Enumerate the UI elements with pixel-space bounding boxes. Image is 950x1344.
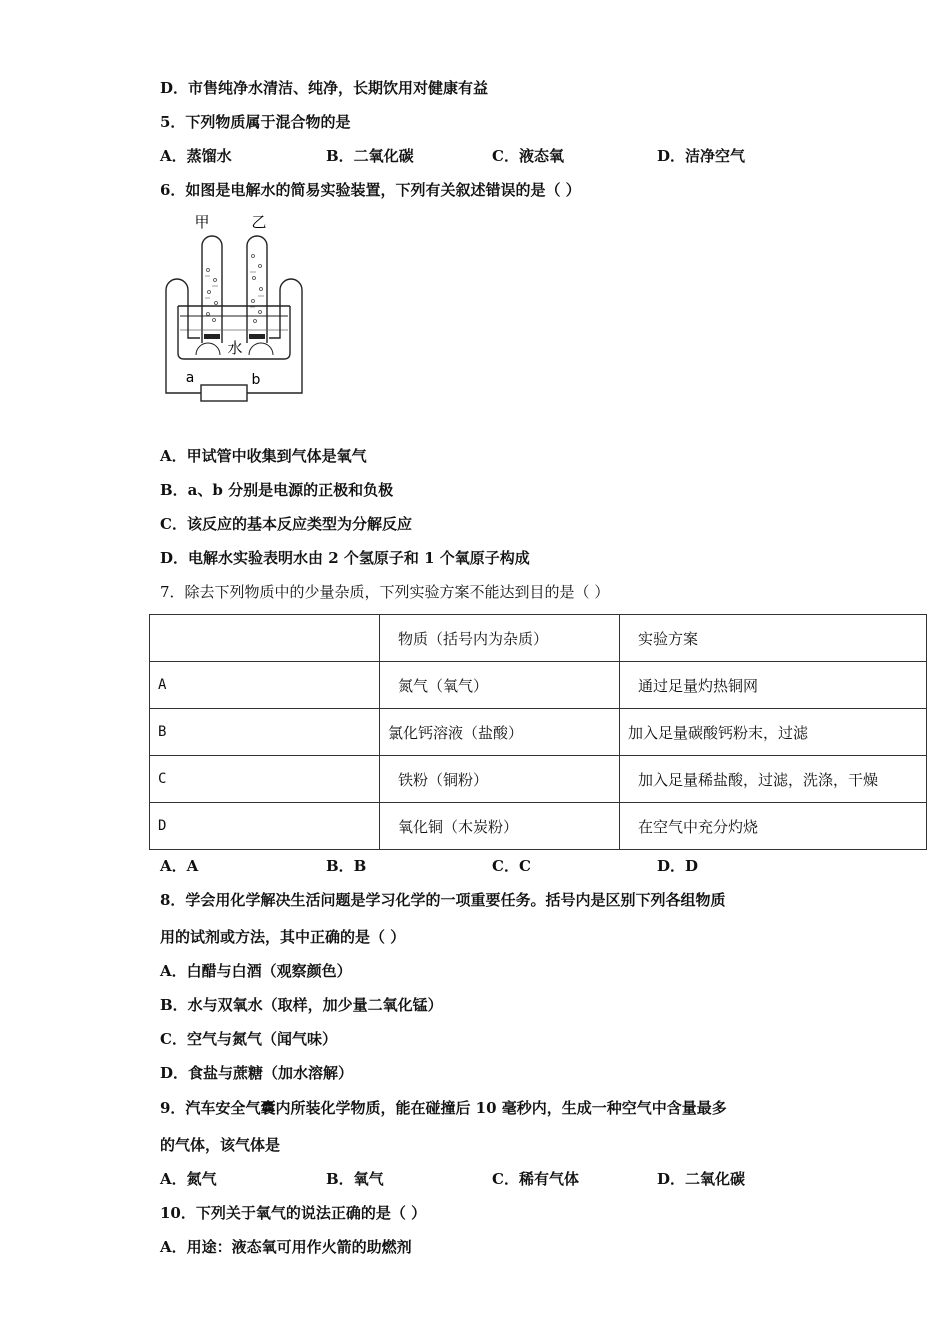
- q8-option-c[interactable]: C．空气与氮气（闻气味）: [160, 1030, 337, 1048]
- table-header-row: [150, 615, 927, 662]
- table-row: [150, 803, 927, 850]
- wire-left: [166, 279, 201, 393]
- question-9-line-2: 的气体，该气体是: [160, 1136, 281, 1154]
- q7-option-d[interactable]: D．D: [657, 857, 699, 875]
- table-cell-method: 加入足量稀盐酸，过滤，洗涤，干燥: [620, 756, 927, 803]
- question-5: 5．下列物质属于混合物的是: [160, 113, 351, 131]
- table-row: [150, 709, 927, 756]
- q7-option-b[interactable]: B．B: [326, 857, 367, 875]
- table-cell-substance: 氮气（氧气）: [380, 662, 620, 709]
- table-row: [150, 662, 927, 709]
- table-cell-label: C: [150, 756, 380, 803]
- question-6: 6．如图是电解水的简易实验装置，下列有关叙述错误的是（ ）: [160, 181, 581, 199]
- line-d-pure-water: D．市售纯净水清洁、纯净，长期饮用对健康有益: [160, 79, 489, 97]
- table-header-cell: [150, 615, 380, 662]
- q9-option-d[interactable]: D．二氧化碳: [657, 1170, 746, 1188]
- table-cell-method: 在空气中充分灼烧: [620, 803, 927, 850]
- q8-option-d[interactable]: D．食盐与蔗糖（加水溶解）: [160, 1064, 354, 1082]
- q5-option-c[interactable]: C．液态氧: [492, 147, 564, 165]
- q9-option-c[interactable]: C．稀有气体: [492, 1170, 579, 1188]
- q9-option-a[interactable]: A．氮气: [160, 1170, 217, 1188]
- table-header-cell: 物质（括号内为杂质）: [380, 615, 620, 662]
- label-b: b: [251, 372, 261, 388]
- label-a: a: [185, 370, 195, 386]
- question-9-line-1: 9．汽车安全气囊内所装化学物质，能在碰撞后 10 毫秒内，生成一种空气中含量最多: [160, 1099, 727, 1117]
- electrolysis-apparatus-figure: [158, 208, 310, 404]
- q5-option-d[interactable]: D．洁净空气: [657, 147, 746, 165]
- test-tube-jia: [202, 236, 222, 343]
- table-row: [150, 756, 927, 803]
- question-8-line-2: 用的试剂或方法，其中正确的是（ ）: [160, 928, 406, 946]
- q5-option-a[interactable]: A．蒸馏水: [160, 147, 232, 165]
- question-8-line-1: 8．学会用化学解决生活问题是学习化学的一项重要任务。括号内是区别下列各组物质: [160, 891, 726, 909]
- table-cell-label: D: [150, 803, 380, 850]
- q7-option-c[interactable]: C．C: [492, 857, 531, 875]
- table-cell-label: B: [150, 709, 380, 756]
- q6-option-b[interactable]: B．a、b 分别是电源的正极和负极: [160, 481, 394, 499]
- q7-option-a[interactable]: A．A: [160, 857, 199, 875]
- q5-option-b[interactable]: B．二氧化碳: [326, 147, 414, 165]
- q6-option-c[interactable]: C．该反应的基本反应类型为分解反应: [160, 515, 412, 533]
- table-cell-label: A: [150, 662, 380, 709]
- q8-option-b[interactable]: B．水与双氧水（取样，加少量二氧化锰）: [160, 996, 443, 1014]
- label-water: 水: [227, 339, 243, 357]
- electrode-yi: [249, 334, 265, 339]
- q9-option-b[interactable]: B．氧气: [326, 1170, 384, 1188]
- q7-table: [149, 614, 927, 850]
- q8-option-a[interactable]: A．白醋与白酒（观察颜色）: [160, 962, 352, 980]
- q6-option-d[interactable]: D．电解水实验表明水由 2 个氢原子和 1 个氧原子构成: [160, 549, 530, 567]
- table-header-cell: 实验方案: [620, 615, 927, 662]
- table-cell-substance: 氧化铜（木炭粉）: [380, 803, 620, 850]
- table-cell-method: 加入足量碳酸钙粉末，过滤: [620, 709, 927, 756]
- gas-bubbles: [207, 255, 263, 323]
- label-yi: 乙: [251, 213, 267, 231]
- test-tube-yi: [247, 236, 267, 343]
- table-cell-substance: 铁粉（铜粉）: [380, 756, 620, 803]
- q6-option-a[interactable]: A．甲试管中收集到气体是氧气: [160, 447, 367, 465]
- question-7: 7．除去下列物质中的少量杂质，下列实验方案不能达到目的是（ ）: [160, 583, 610, 601]
- table-cell-substance: 氯化钙溶液（盐酸）: [380, 709, 620, 756]
- electrode-jia: [204, 334, 220, 339]
- question-10: 10．下列关于氧气的说法正确的是（ ）: [160, 1204, 427, 1222]
- table-cell-method: 通过足量灼热铜网: [620, 662, 927, 709]
- q10-option-a[interactable]: A．用途：液态氧可用作火箭的助燃剂: [160, 1238, 412, 1256]
- power-supply: [201, 385, 247, 401]
- label-jia: 甲: [194, 213, 210, 231]
